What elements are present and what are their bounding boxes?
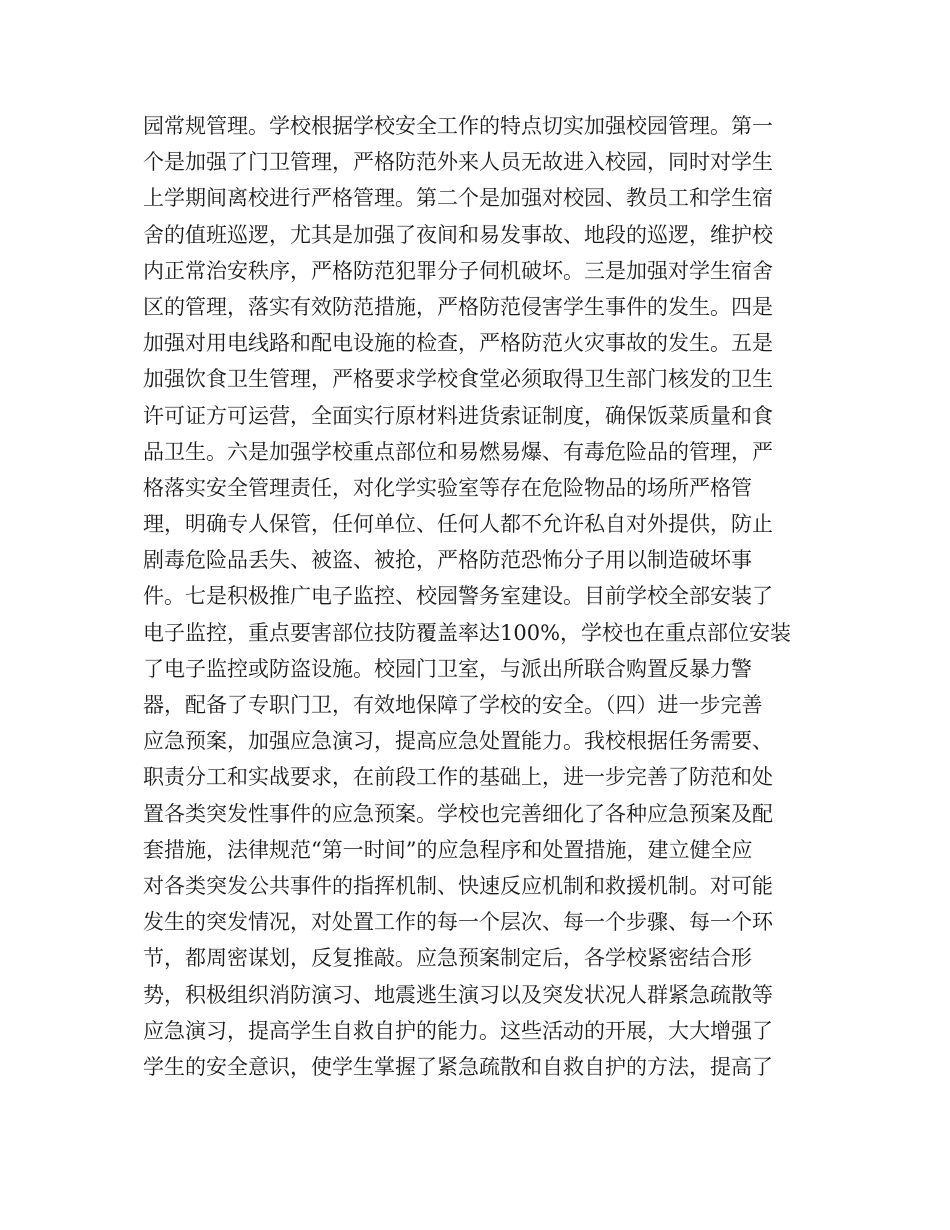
text-line: 势，积极组织消防演习、地震逃生演习以及突发状况人群紧急疏散等	[143, 982, 773, 1007]
text-line: 学生的安全意识，使学生掌握了紧急疏散和自救自护的方法，提高了	[143, 1054, 773, 1079]
text-line: 加强对用电线路和配电设施的检查，严格防范火灾事故的发生。五是	[143, 331, 773, 356]
text-line: 内正常治安秩序，严格防范犯罪分子伺机破坏。三是加强对学生宿舍	[143, 258, 773, 283]
text-line: 加强饮食卫生管理，严格要求学校食堂必须取得卫生部门核发的卫生	[143, 367, 773, 392]
body-text	[143, 108, 808, 1085]
text-line: 件。七是积极推广电子监控、校园警务室建设。目前学校全部安装了	[143, 584, 773, 609]
text-line: 上学期间离校进行严格管理。第二个是加强对校园、教员工和学生宿	[143, 186, 773, 211]
text-line: 发生的突发情况，对处置工作的每一个层次、每一个步骤、每一个环	[143, 910, 773, 935]
text-line: 格落实安全管理责任，对化学实验室等存在危险物品的场所严格管	[143, 475, 752, 500]
text-line: 个是加强了门卫管理，严格防范外来人员无故进入校园，同时对学生	[143, 150, 773, 175]
text-line: 舍的值班巡逻，尤其是加强了夜间和易发事故、地段的巡逻，维护校	[143, 222, 773, 247]
text-line: 应急预案，加强应急演习，提高应急处置能力。我校根据任务需要、	[143, 729, 773, 754]
text-line: 许可证方可运营，全面实行原材料进货索证制度，确保饭菜质量和食	[143, 403, 773, 428]
text-line: 节，都周密谋划，反复推敲。应急预案制定后，各学校紧密结合形	[143, 946, 752, 971]
text-line: 剧毒危险品丢失、被盗、被抢，严格防范恐怖分子用以制造破坏事	[143, 548, 752, 573]
text-line: 品卫生。六是加强学校重点部位和易燃易爆、有毒危险品的管理，严	[143, 439, 773, 464]
text-line: 置各类突发性事件的应急预案。学校也完善细化了各种应急预案及配	[143, 801, 773, 826]
text-line: 职责分工和实战要求，在前段工作的基础上，进一步完善了防范和处	[143, 765, 773, 790]
text-line: 园常规管理。学校根据学校安全工作的特点切实加强校园管理。第一	[143, 114, 773, 138]
text-line: 套措施，法律规范“第一时间”的应急程序和处置措施，建立健全应	[143, 837, 753, 862]
text-line: 器，配备了专职门卫，有效地保障了学校的安全。（四）进一步完善	[143, 693, 763, 717]
text-line: 电子监控，重点要害部位技防覆盖率达100%，学校也在重点部位安装	[143, 620, 792, 645]
text-line: 了电子监控或防盗设施。校园门卫室，与派出所联合购置反暴力警	[143, 656, 752, 681]
text-line: 区的管理，落实有效防范措施，严格防范侵害学生事件的发生。四是	[143, 294, 773, 319]
text-line: 理，明确专人保管，任何单位、任何人都不允许私自对外提供，防止	[143, 512, 773, 537]
text-line: 对各类突发公共事件的指挥机制、快速反应机制和救援机制。对可能	[143, 873, 773, 898]
text-line: 应急演习，提高学生自救自护的能力。这些活动的开展，大大增强了	[143, 1018, 773, 1043]
